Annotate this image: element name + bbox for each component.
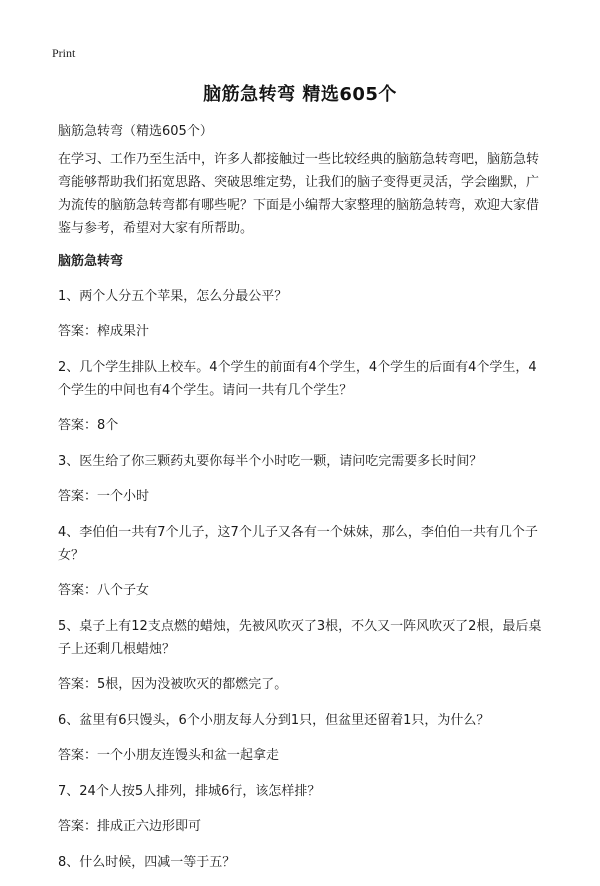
riddle-question: 5、桌子上有12支点燃的蜡烛，先被风吹灭了3根，不久又一阵风吹灭了2根，最后桌子上还剩几根蜡烛？ <box>58 619 542 657</box>
article-subtitle: 脑筋急转弯（精选605个） <box>58 124 213 139</box>
riddle-answer: 答案：5根，因为没被吹灭的都燃完了。 <box>58 677 288 692</box>
riddle-answer: 答案：一个小朋友连馒头和盆一起拿走 <box>58 748 280 763</box>
riddle-item <box>58 356 544 437</box>
riddle-item <box>58 780 544 838</box>
riddle-question: 6、盆里有6只馒头，6个小朋友每人分到1只，但盆里还留着1只，为什么？ <box>58 713 490 728</box>
riddle-answer: 答案：8个 <box>58 418 119 433</box>
riddle-question: 8、什么时候，四减一等于五？ <box>58 855 236 870</box>
print-link[interactable]: Print <box>52 46 76 60</box>
article-body <box>58 120 544 886</box>
riddle-question: 3、医生给了你三颗药丸要你每半个小时吃一颗，请问吃完需要多长时间？ <box>58 454 483 469</box>
riddle-item <box>58 709 544 767</box>
article-intro: 在学习、工作乃至生活中，许多人都接触过一些比较经典的脑筋急转弯吧，脑筋急转弯能够帮助我们拓宽思路、突破思维定势，让我们的脑子变得更灵活，学会幽默，广为流传的脑筋急转弯都有哪些呢？下面是小编帮大家整理的脑筋急转弯，欢迎大家借鉴与参考，希望对大家有所帮助。 <box>58 152 540 236</box>
riddle-question: 2、几个学生排队上校车。4个学生的前面有4个学生，4个学生的后面有4个学生，4个学生的中间也有4个学生。请问一共有几个学生？ <box>58 360 537 398</box>
section-heading: 脑筋急转弯 <box>58 254 124 269</box>
riddle-answer: 答案：榨成果汁 <box>58 324 150 339</box>
riddle-question: 7、24个人按5人排列，排城6行，该怎样排？ <box>58 784 321 799</box>
riddle-question: 4、李伯伯一共有7个儿子，这7个儿子又各有一个妹妹，那么，李伯伯一共有几个子女？ <box>58 525 538 563</box>
riddle-question: 1、两个人分五个苹果，怎么分最公平？ <box>58 289 288 304</box>
page-title: 脑筋急转弯 精选605个 <box>203 84 397 105</box>
riddle-item <box>58 851 544 874</box>
riddle-answer: 答案：八个子女 <box>58 583 150 598</box>
riddle-answer: 答案：一个小时 <box>58 489 150 504</box>
riddle-answer: 答案：排成正六边形即可 <box>58 819 202 834</box>
riddle-item <box>58 450 544 508</box>
riddle-item <box>58 285 544 343</box>
riddle-item <box>58 521 544 602</box>
riddle-list <box>58 285 544 874</box>
riddle-item <box>58 615 544 696</box>
